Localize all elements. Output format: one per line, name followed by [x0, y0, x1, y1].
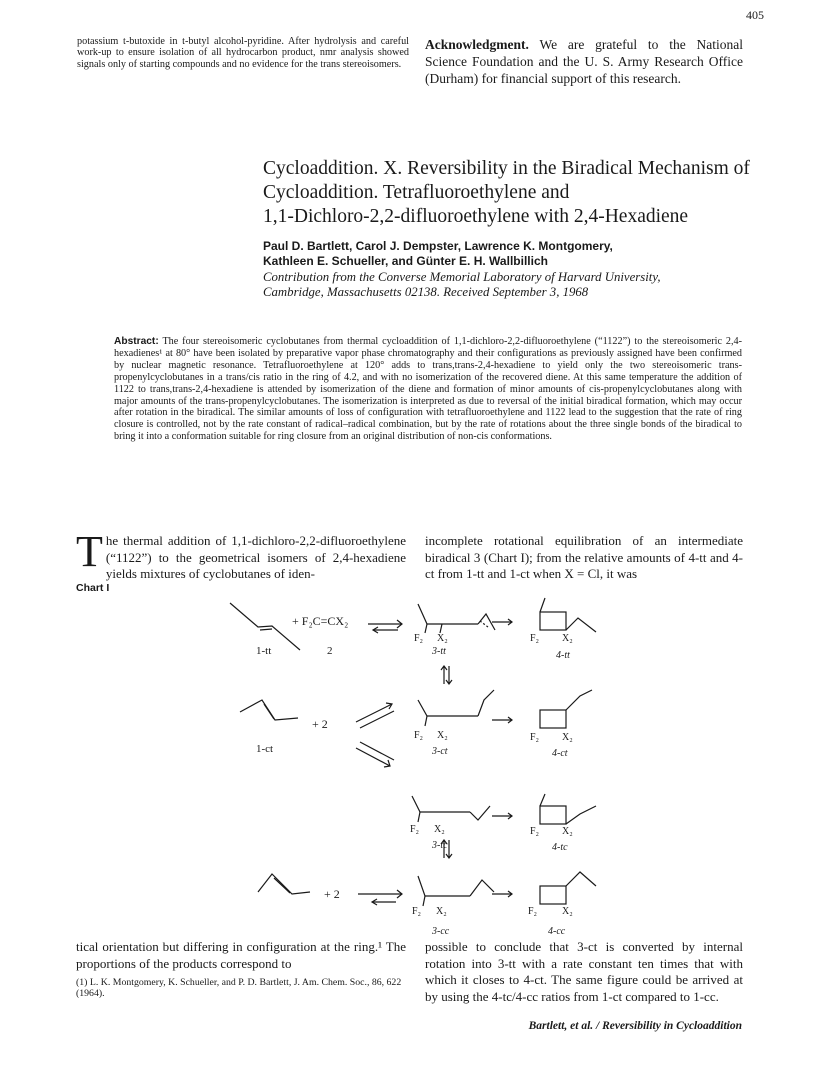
- f2-label: F₂: [528, 906, 538, 917]
- label-4ct: 4-ct: [552, 748, 568, 759]
- forward-arrow: [492, 717, 512, 723]
- page-number: 405: [746, 8, 764, 22]
- f2-label: F₂: [530, 732, 540, 743]
- x2-label: X₂: [437, 730, 448, 741]
- label-3cc: 3-cc: [432, 926, 450, 937]
- reversible-arrow-down: [356, 742, 394, 767]
- x2-label: X₂: [562, 906, 573, 917]
- label-2: 2: [327, 645, 333, 657]
- footnote: (1) L. K. Montgomery, K. Schueller, and P. D. Bartlett, J. Am. Chem. Soc., 86, 622 (1964).: [76, 977, 402, 1000]
- x2-label: X₂: [436, 906, 447, 917]
- label-4tt: 4-tt: [556, 650, 570, 661]
- label-1ct: 1-ct: [256, 743, 274, 755]
- diene-1ct: [240, 700, 298, 720]
- f2-label: F₂: [414, 633, 424, 644]
- contribution-line-2: Cambridge, Massachusetts 02138. Received September 3, 1968: [263, 285, 589, 299]
- title-line-3: 1,1-Dichloro-2,2-difluoroethylene with 2,4-Hexadiene: [263, 206, 689, 227]
- body-column-2: incomplete rotational equilibration of an intermediate biradical 3 (Chart I); from the relative amounts of 4-tt and 4-ct from 1-tt and 1-ct when X = Cl, it was: [425, 533, 743, 581]
- body-column-1-bottom: tical orientation but differing in configuration at the ring.¹ The proportions of the products correspond to: [76, 939, 406, 971]
- acknowledgment-text: We are grateful to the National Science Foundation and the U. S. Army Research Office (Durham) for financial support of this research.: [425, 37, 743, 86]
- label-3tt: 3-tt: [432, 646, 446, 657]
- cyclobutane-4tt: [540, 598, 596, 632]
- drop-cap: T: [76, 527, 103, 576]
- forward-arrow: [492, 619, 512, 625]
- cyclobutane-4tc: [540, 794, 596, 824]
- label-4cc: 4-cc: [548, 926, 566, 937]
- cyclobutane-4ct: [540, 690, 592, 728]
- plus2-label: + 2: [312, 717, 328, 731]
- reversible-arrow-3: [358, 890, 402, 905]
- reversible-arrow-up: [356, 703, 394, 728]
- f2-label: F₂: [530, 633, 540, 644]
- running-footer: Bartlett, et al. / Reversibility in Cycloaddition: [528, 1020, 742, 1032]
- abstract-label: Abstract:: [114, 336, 159, 347]
- f2-label: F₂: [414, 730, 424, 741]
- rotation-arrow-1: [441, 666, 452, 684]
- x2-label: X₂: [562, 633, 573, 644]
- biradical-3tt: [418, 604, 495, 633]
- previous-article-text: potassium t-butoxide in t-butyl alcohol-pyridine. After hydrolysis and careful work-up to ensure isolation of all hydrocarbon product, nmr analysis showed signals only of starting compounds and no evidence for the trans stereoisomers.: [77, 36, 409, 70]
- biradical-3cc: [418, 876, 494, 906]
- title-line-2: Cycloaddition. Tetrafluoroethylene and: [263, 182, 570, 203]
- f2-label: F₂: [410, 824, 420, 835]
- f2-label: F₂: [412, 906, 422, 917]
- forward-arrow: [492, 891, 512, 897]
- label-4tc: 4-tc: [552, 842, 568, 853]
- reversible-arrow-1: [368, 620, 402, 633]
- x2-label: X₂: [434, 824, 445, 835]
- abstract-text: The four stereoisomeric cyclobutanes from thermal cycloaddition of 1,1-dichloro-2,2-difluoroethylene (“1122”) to the stereoisomeric 2,4-hexadienes¹ at 80° have been isolated by preparative vapor phase chromatography and their configurations as previously assigned have been confirmed by nuclear magnetic resonance. Tetrafluoroethylene at 120° adds to trans,trans-2,4-hexadiene to yield only the two stereoisomeric trans-propenylcyclobutanes in a trans/cis ratio in the ring of 4.2, and with no isomerization of the recovered diene. At this same temperature the addition of 1122 to trans,trans-2,4-hexadiene is attended by isomerization of the diene and formation of minor amounts of cis-propenylcyclobutanes along with major amounts of the trans-propenylcyclobutanes. The isomerization is interpreted as due to reversal of the initial biradical formation, which may occur after rotation in the biradical. The similar amounts of loss of configuration with tetrafluoroethylene and 1122 lead to the suggestion that the rate of ring closure is controlled, not by the rate constant of radical–radical combination, but by the rate of rotations about the three single bonds of the biradical to bring it into a conformation suitable for ring closure from an original distribution of non-cis conformations.: [114, 336, 742, 443]
- biradical-3tc: [412, 796, 490, 822]
- x2-label: X₂: [562, 826, 573, 837]
- biradical-3ct: [418, 690, 494, 726]
- body-col1-text: he thermal addition of 1,1-dichloro-2,2-difluoroethylene (“1122”) to the geometrical isomers of 2,4-hexadiene yields mixtures of cyclobutanes of iden-: [105, 533, 406, 581]
- contribution-line-1: Contribution from the Converse Memorial Laboratory of Harvard University,: [263, 270, 661, 284]
- f2-label: F₂: [530, 826, 540, 837]
- x2-label: X₂: [437, 633, 448, 644]
- diene-1cc: [258, 874, 310, 894]
- body-column-2-bottom: possible to conclude that 3-ct is converted by internal rotation into 3-tt with a rate constant ten times that with which it closes to 4-ct. The same figure could be arrived at by using the 4-tc/4-cc ratios from 1-ct compared to 1-cc.: [425, 939, 743, 1004]
- plus2-label-2: + 2: [324, 887, 340, 901]
- label-1tt: 1-tt: [256, 645, 272, 657]
- label-3tc: 3-tc: [432, 840, 448, 851]
- chart-label: Chart I: [76, 582, 110, 594]
- x2-label: X₂: [562, 732, 573, 743]
- reagent-label: + F₂C=CX₂: [292, 614, 349, 628]
- cyclobutane-4cc: [540, 872, 596, 904]
- authors-line-2: Kathleen E. Schueller, and Günter E. H. Wallbillich: [263, 254, 548, 268]
- title-line-1: Cycloaddition. X. Reversibility in the Biradical Mechanism of: [263, 158, 750, 179]
- diene-1tt: [230, 603, 300, 650]
- forward-arrow: [492, 813, 512, 819]
- acknowledgment-heading: Acknowledgment.: [425, 37, 529, 52]
- label-3ct: 3-ct: [432, 746, 448, 757]
- authors-line-1: Paul D. Bartlett, Carol J. Dempster, Lawrence K. Montgomery,: [263, 239, 613, 253]
